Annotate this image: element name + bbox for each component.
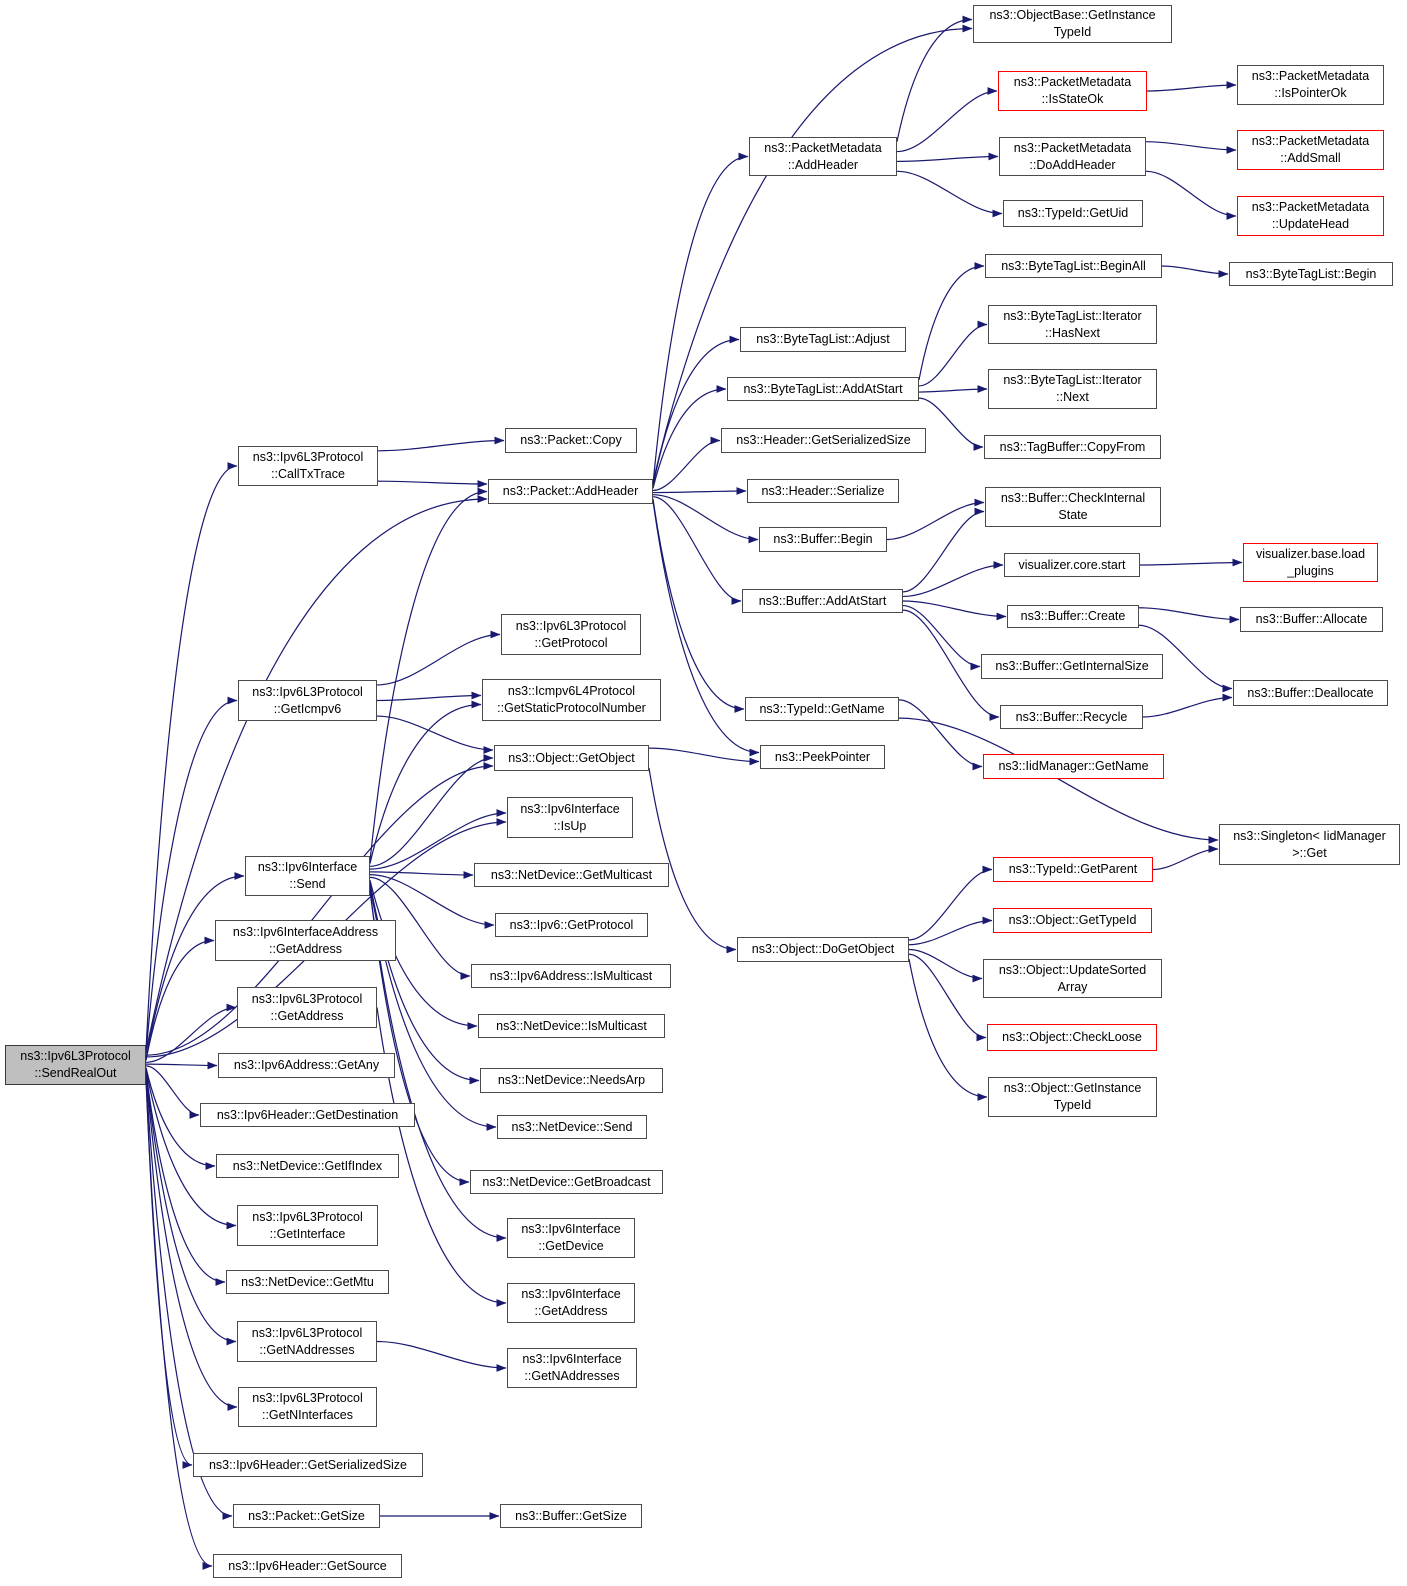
node-label-line: ns3::Header::GetSerializedSize: [736, 433, 911, 447]
node-label-line: ns3::Ipv6Interface: [257, 860, 358, 874]
node-peekPointer[interactable]: [760, 745, 885, 769]
node-label-line: ::DoAddHeader: [1029, 157, 1116, 172]
node-label-line: ns3::Ipv6L3Protocol: [251, 991, 363, 1006]
node-getIfIndex[interactable]: [216, 1154, 399, 1178]
node-getDestination[interactable]: [200, 1103, 415, 1127]
node-getNAddresses[interactable]: [237, 1321, 377, 1362]
node-getUid[interactable]: [1003, 200, 1143, 227]
node-label-line: ns3::Ipv6Header::GetSource: [228, 1558, 387, 1573]
node-label-line: ns3::NetDevice::GetBroadcast: [482, 1174, 651, 1189]
node-label-line: ns3::PeekPointer: [774, 749, 871, 764]
edge-doGetObject-updateSortedArray: [909, 950, 982, 979]
node-label-line: ns3::Object::UpdateSorted: [998, 962, 1147, 977]
node-vizCoreStart[interactable]: [1004, 553, 1140, 577]
edge-sendRealOut-getIcmpv6: [146, 701, 237, 1054]
edge-bufferBegin-checkInternalState: [887, 503, 984, 540]
node-label-line: ns3::Object::CheckLoose: [1002, 1030, 1142, 1044]
edge-getIcmpv6-l3GetProtocol: [377, 635, 500, 685]
edge-packetAddHeader-hdrGetSerializedSize: [653, 441, 720, 491]
node-doGetObject[interactable]: [737, 937, 909, 962]
edge-getNAddresses-ifaceGetNAddresses: [377, 1342, 506, 1369]
node-checkLoose[interactable]: [987, 1024, 1157, 1051]
node-label-line: ns3::Buffer::Deallocate: [1247, 685, 1374, 700]
node-ifaceGetDevice[interactable]: [507, 1218, 635, 1258]
node-label-line: ::GetNAddresses: [259, 1342, 355, 1357]
node-getInternalSize[interactable]: [981, 654, 1163, 679]
node-getMulticast[interactable]: [474, 863, 669, 887]
node-label-line: ::GetProtocol: [534, 635, 608, 650]
edge-callTxTrace-packetAddHeader: [378, 481, 487, 484]
node-label-line: ns3::Ipv6InterfaceAddress: [232, 924, 379, 939]
node-label-line: ns3::ByteTagList::Begin: [1245, 266, 1377, 281]
node-label-line: ::AddSmall: [1280, 151, 1341, 165]
node-label-line: ns3::Packet::AddHeader: [502, 484, 639, 498]
node-label-line: ::AddHeader: [787, 157, 859, 172]
node-bufferCreate[interactable]: [1007, 605, 1139, 628]
edge-sendRealOut-packetAddHeader: [146, 499, 487, 1052]
node-label-line: ns3::NetDevice::NeedsArp: [497, 1073, 646, 1087]
edge-vizCoreStart-loadPlugins: [1140, 563, 1242, 566]
node-hdrGetSerializedSize[interactable]: [721, 428, 926, 453]
node-label-line: ns3::Ipv6Header::GetDestination: [216, 1107, 399, 1122]
node-label-line: ns3::Ipv6Address::GetAny: [233, 1058, 380, 1072]
node-getObject[interactable]: [494, 745, 649, 771]
node-label-line: ::SendRealOut: [34, 1066, 117, 1080]
edge-sendRealOut-getSource: [146, 1080, 212, 1566]
node-label-line: ns3::Ipv6L3Protocol: [20, 1049, 131, 1063]
node-label-line: ::GetDevice: [538, 1239, 604, 1253]
node-ipv6IfaceSend[interactable]: [245, 856, 370, 896]
node-objBaseGetInstanceTypeId[interactable]: [973, 5, 1172, 43]
node-getBroadcast[interactable]: [470, 1170, 663, 1194]
node-label-line: ns3::Packet::GetSize: [248, 1508, 365, 1523]
node-label-line: ns3::Ipv6Header::GetSerializedSize: [208, 1457, 408, 1472]
node-label-line: ::GetAddress: [534, 1304, 608, 1318]
node-label-line: ns3::NetDevice::IsMulticast: [496, 1018, 647, 1033]
node-l3GetAddress[interactable]: [237, 987, 377, 1028]
edge-sendRealOut-ifaceAddrGetAddress: [146, 941, 214, 1061]
node-updateSortedArray[interactable]: [983, 959, 1162, 998]
node-iterNext[interactable]: [988, 369, 1157, 409]
node-isUp[interactable]: [507, 797, 633, 838]
node-label-line: ns3::Singleton< IidManager: [1233, 828, 1386, 843]
node-iidGetName[interactable]: [983, 754, 1164, 779]
node-loadPlugins[interactable]: [1243, 543, 1378, 582]
node-label-line: ns3::ByteTagList::Adjust: [756, 332, 890, 346]
node-checkInternalState[interactable]: [985, 487, 1161, 527]
node-label-line: ns3::ObjectBase::GetInstance: [989, 8, 1156, 22]
edge-bufferCreate-allocate: [1139, 608, 1239, 620]
node-getMtu[interactable]: [226, 1270, 389, 1294]
node-sendRealOut: [5, 1045, 146, 1085]
node-label-line: ::UpdateHead: [1271, 217, 1350, 231]
node-deallocate[interactable]: [1233, 680, 1388, 706]
node-singletonGet[interactable]: [1219, 824, 1400, 865]
node-label-line: ns3::TypeId::GetUid: [1017, 206, 1129, 220]
edge-getObject-doGetObject: [649, 768, 736, 950]
node-label-line: TypeId: [1053, 25, 1092, 39]
node-label-line: ns3::IidManager::GetName: [998, 759, 1149, 773]
node-label-line: ns3::ByteTagList::AddAtStart: [743, 381, 903, 396]
node-label-line: ns3::Ipv6L3Protocol: [252, 1391, 363, 1405]
node-label-line: ns3::Buffer::Begin: [773, 532, 873, 546]
node-label-line: visualizer.base.load: [1255, 546, 1366, 561]
edge-bufferAddAtStart-vizCoreStart: [903, 565, 1003, 596]
node-label-line: ns3::Object::GetInstance: [1003, 1081, 1142, 1095]
node-label-line: ns3::Buffer::GetInternalSize: [995, 659, 1149, 673]
node-label-line: ns3::PacketMetadata: [1251, 69, 1370, 83]
node-label-line: ns3::Ipv6L3Protocol: [515, 618, 627, 633]
node-isPointerOk[interactable]: [1237, 65, 1384, 105]
node-ifaceGetNAddresses[interactable]: [507, 1348, 637, 1388]
node-allocate[interactable]: [1240, 607, 1383, 632]
node-devIsMulticast[interactable]: [478, 1014, 665, 1038]
node-label-line: ns3::Buffer::Allocate: [1255, 612, 1368, 626]
node-label-line: ns3::Header::Serialize: [761, 483, 885, 498]
node-label-line: ns3::PacketMetadata: [1013, 140, 1132, 155]
node-label-line: ns3::NetDevice::GetIfIndex: [232, 1158, 383, 1173]
node-label-line: ::IsUp: [553, 818, 587, 833]
edge-doAddHeader-updateHead: [1146, 171, 1236, 216]
edge-packetAddHeader-objBaseGetInstanceTypeId: [653, 29, 972, 483]
edge-btlAddAtStart-beginAll: [919, 266, 984, 380]
node-doAddHeader[interactable]: [999, 137, 1146, 176]
node-getAny[interactable]: [218, 1053, 395, 1078]
edge-getIcmpv6-getObject: [377, 716, 493, 750]
node-pmAddHeader[interactable]: [749, 137, 897, 176]
node-bufferBegin[interactable]: [759, 527, 887, 552]
edge-btlAddAtStart-tagBufferCopyFrom: [919, 398, 983, 447]
node-label-line: ns3::Object::DoGetObject: [751, 942, 895, 956]
edge-recycle-deallocate: [1143, 698, 1232, 718]
edge-ipv6IfaceSend-getMulticast: [370, 872, 473, 875]
node-label-line: ns3::Buffer::Create: [1020, 609, 1126, 623]
node-tagBufferCopyFrom[interactable]: [984, 435, 1161, 459]
node-ipv6HdrGetSerializedSize[interactable]: [193, 1453, 423, 1477]
node-iterHasNext[interactable]: [988, 305, 1157, 344]
edge-getObject-peekPointer: [649, 748, 759, 761]
node-label-line: ns3::PacketMetadata: [1251, 134, 1370, 148]
edge-sendRealOut-callTxTrace: [146, 466, 237, 1050]
node-label-line: ::GetStaticProtocolNumber: [497, 701, 646, 715]
node-label-line: ns3::Buffer::GetSize: [515, 1508, 627, 1523]
edge-beginAll-btlBegin: [1162, 266, 1228, 274]
node-addrIsMulticast[interactable]: [471, 964, 671, 988]
node-label-line: ns3::Ipv6Interface: [520, 801, 620, 816]
node-devSend[interactable]: [497, 1115, 647, 1139]
edge-ipv6IfaceSend-packetAddHeader: [370, 492, 487, 861]
edge-packetAddHeader-typeIdGetName: [653, 499, 744, 709]
node-getNInterfaces[interactable]: [238, 1387, 377, 1427]
node-label-line: ns3::Ipv6L3Protocol: [252, 684, 363, 699]
node-label-line: ns3::Buffer::Recycle: [1015, 709, 1128, 724]
node-bufferGetSize[interactable]: [500, 1504, 642, 1528]
edge-isStateOk-isPointerOk: [1147, 85, 1236, 91]
edge-sendRealOut-getInterface: [146, 1069, 236, 1225]
edge-btlAddAtStart-iterHasNext: [919, 325, 987, 386]
edge-doGetObject-getParent: [909, 870, 992, 941]
node-isStateOk[interactable]: [998, 71, 1147, 111]
node-label-line: ns3::NetDevice::GetMtu: [241, 1274, 374, 1289]
node-label-line: State: [1058, 508, 1088, 522]
edge-pmAddHeader-getUid: [897, 171, 1002, 213]
node-getParent[interactable]: [993, 857, 1153, 882]
edge-doGetObject-objGetInstanceTypeId: [909, 959, 987, 1097]
node-label-line: ns3::Ipv6Interface: [522, 1352, 622, 1366]
node-label-line: ::Next: [1056, 390, 1089, 404]
node-btlAddAtStart[interactable]: [727, 377, 919, 401]
node-getSource[interactable]: [213, 1554, 402, 1578]
node-label-line: visualizer.core.start: [1018, 557, 1126, 572]
node-label-line: ::CallTxTrace: [271, 467, 345, 481]
node-bufferAddAtStart[interactable]: [742, 589, 903, 613]
node-label-line: TypeId: [1053, 1098, 1092, 1112]
node-label-line: ::IsPointerOk: [1274, 86, 1347, 100]
node-label-line: ns3::TypeId::GetParent: [1008, 862, 1138, 876]
node-label-line: ::GetInterface: [269, 1226, 346, 1241]
edge-ipv6IfaceSend-getObject: [370, 758, 493, 866]
edge-packetAddHeader-btlAdjust: [653, 340, 739, 487]
edge-doAddHeader-addSmall: [1146, 142, 1236, 150]
node-label-line: ::GetNAddresses: [524, 1369, 620, 1383]
node-label-line: ::GetAddress: [269, 941, 342, 956]
node-label-line: ns3::ByteTagList::Iterator: [1003, 373, 1142, 387]
edge-packetAddHeader-hdrSerialize: [653, 491, 746, 493]
node-label-line: ns3::Buffer::AddAtStart: [758, 593, 887, 608]
node-callTxTrace[interactable]: [238, 446, 378, 486]
node-addSmall[interactable]: [1237, 130, 1384, 170]
node-label-line: ns3::Ipv6Address::IsMulticast: [489, 968, 653, 983]
edge-packetAddHeader-bufferBegin: [653, 495, 758, 540]
node-icmpv6StaticProto[interactable]: [482, 679, 661, 721]
node-label-line: ns3::Buffer::CheckInternal: [1000, 491, 1146, 505]
edge-ipv6IfaceSend-isUp: [370, 813, 506, 869]
node-getInterface[interactable]: [237, 1205, 378, 1246]
node-ifaceGetAddress[interactable]: [507, 1283, 635, 1323]
node-label-line: ::GetAddress: [270, 1008, 344, 1023]
edge-doGetObject-checkLoose: [909, 954, 986, 1037]
node-packetCopy[interactable]: [505, 428, 637, 453]
edge-bufferAddAtStart-bufferCreate: [903, 601, 1006, 617]
node-typeIdGetName[interactable]: [745, 697, 899, 721]
node-needsArp[interactable]: [480, 1068, 663, 1093]
node-label-line: ns3::PacketMetadata: [1013, 75, 1132, 89]
edge-ipv6IfaceSend-needsArp: [370, 883, 479, 1081]
node-btlAdjust[interactable]: [740, 327, 906, 352]
node-updateHead[interactable]: [1237, 196, 1384, 236]
node-label-line: ns3::Ipv6L3Protocol: [251, 1325, 363, 1340]
node-label-line: ns3::PacketMetadata: [764, 140, 882, 155]
edge-bufferAddAtStart-checkInternalState: [903, 512, 984, 592]
node-objGetInstanceTypeId[interactable]: [988, 1077, 1157, 1117]
node-ipv6GetProtocol[interactable]: [495, 913, 648, 937]
node-ifaceAddrGetAddress[interactable]: [215, 920, 396, 961]
node-label-line: ns3::Ipv6Interface: [521, 1222, 621, 1236]
node-label-line: ns3::Packet::Copy: [520, 433, 622, 447]
node-label-line: _plugins: [1287, 563, 1334, 578]
node-packetAddHeader[interactable]: [488, 479, 653, 504]
node-label-line: ns3::PacketMetadata: [1251, 200, 1370, 214]
node-label-line: ns3::Ipv6::GetProtocol: [509, 917, 634, 932]
node-beginAll[interactable]: [985, 254, 1162, 278]
node-label-line: ns3::Icmpv6L4Protocol: [507, 684, 636, 698]
node-getIcmpv6[interactable]: [238, 680, 377, 721]
edge-callTxTrace-packetCopy: [378, 441, 504, 451]
node-label-line: ::Send: [289, 877, 326, 891]
node-label-line: ns3::NetDevice::Send: [511, 1119, 633, 1134]
node-objGetTypeId[interactable]: [993, 908, 1152, 933]
node-label-line: ::GetNInterfaces: [261, 1408, 353, 1422]
edge-doGetObject-objGetTypeId: [909, 921, 992, 945]
node-label-line: ns3::Ipv6L3Protocol: [252, 1209, 363, 1224]
node-label-line: ::IsStateOk: [1041, 92, 1104, 106]
node-label-line: Array: [1057, 979, 1088, 994]
edge-getParent-singletonGet: [1153, 849, 1218, 870]
node-label-line: >::Get: [1292, 845, 1327, 860]
node-btlBegin[interactable]: [1229, 262, 1393, 286]
edge-btlAddAtStart-iterNext: [919, 389, 987, 392]
edge-pmAddHeader-objBaseGetInstanceTypeId: [897, 20, 972, 142]
node-label-line: ns3::Ipv6L3Protocol: [252, 450, 364, 464]
edge-packetAddHeader-peekPointer: [653, 501, 759, 753]
node-label-line: ns3::ByteTagList::BeginAll: [1001, 258, 1146, 273]
edge-typeIdGetName-singletonGet: [899, 718, 1218, 840]
node-recycle[interactable]: [1000, 705, 1143, 729]
node-packetGetSize[interactable]: [233, 1504, 380, 1528]
edge-pmAddHeader-isStateOk: [897, 91, 997, 152]
node-label-line: ns3::Object::GetTypeId: [1008, 913, 1137, 927]
node-hdrSerialize[interactable]: [747, 479, 899, 503]
node-label-line: ns3::Object::GetObject: [508, 750, 635, 765]
node-l3GetProtocol[interactable]: [501, 614, 641, 655]
node-label-line: ns3::NetDevice::GetMulticast: [490, 867, 653, 882]
node-label-line: ns3::TypeId::GetName: [759, 701, 885, 716]
node-label-line: ns3::ByteTagList::Iterator: [1003, 308, 1142, 323]
node-label-line: ::GetIcmpv6: [273, 701, 342, 716]
edge-sendRealOut-getAny: [146, 1064, 217, 1065]
node-label-line: ns3::Ipv6Interface: [521, 1287, 621, 1301]
edge-pmAddHeader-doAddHeader: [897, 157, 998, 162]
node-label-line: ns3::TagBuffer::CopyFrom: [999, 439, 1146, 454]
node-label-line: ::HasNext: [1045, 325, 1100, 340]
